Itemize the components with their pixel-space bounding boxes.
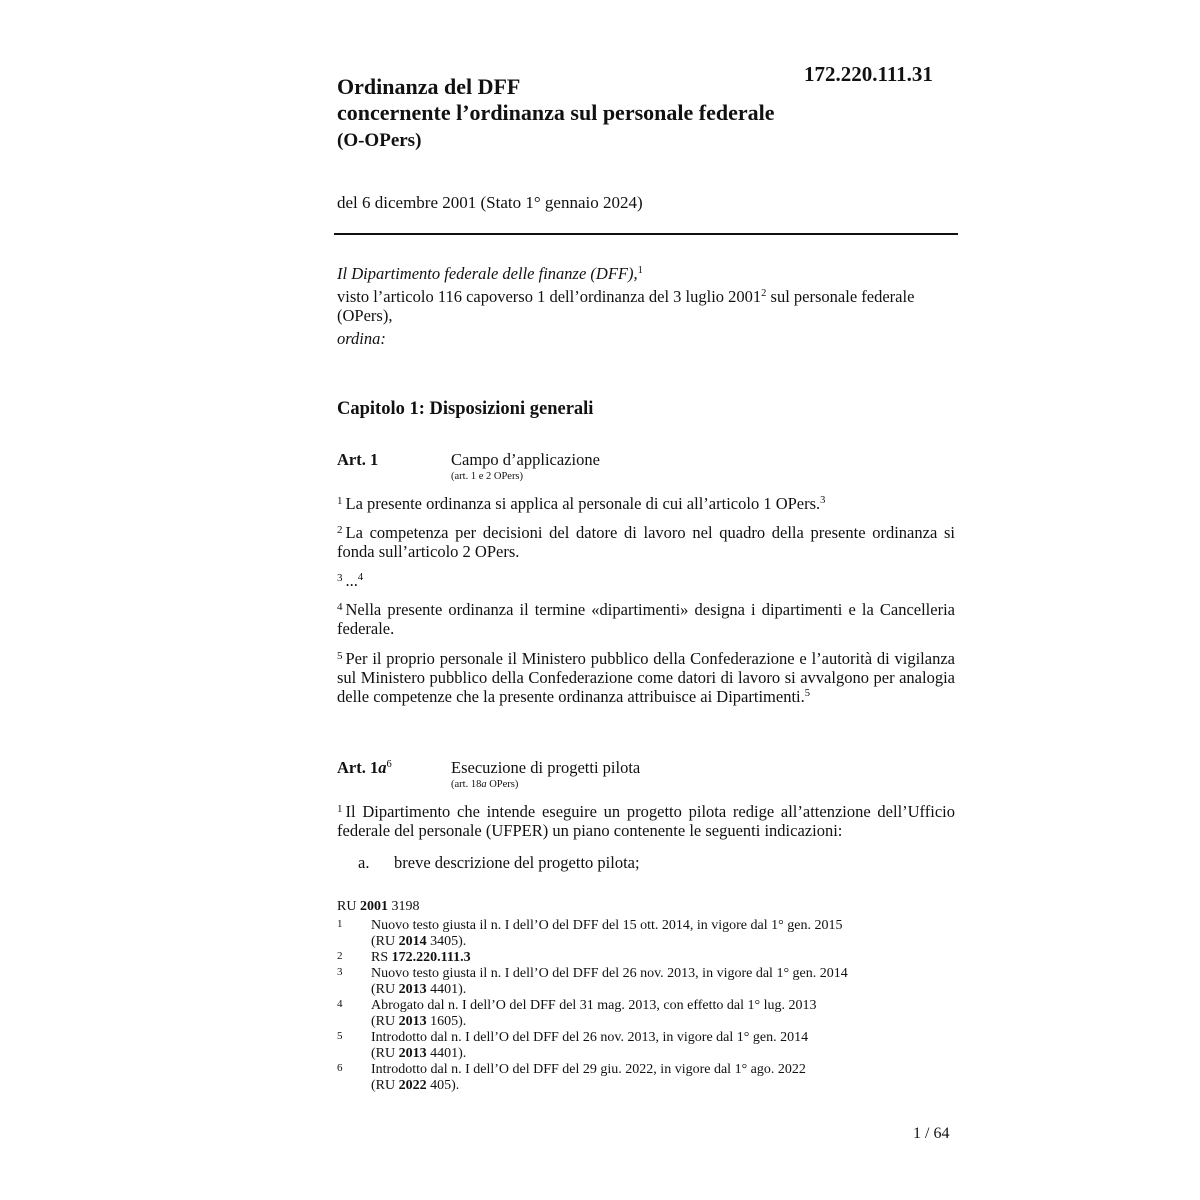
paragraph: $^3$ ...$^4$ — [337, 571, 364, 590]
footnote: 5 Introdotto dal n. I dell’O del DFF del 26 nov. 2013, in vigore dal 1° gen. 2014 (RU 2013 4401). — [337, 1030, 809, 1061]
document-date: del 6 dicembre 2001 (Stato 1° gennaio 2024) — [337, 193, 643, 212]
footnote: 1 Nuovo testo giusta il n. I dell’O del DFF del 15 ott. 2014, in vigore dal 1° gen. 2015 (RU 2014 3405). — [337, 918, 843, 949]
footnote-ref[interactable]: 1 — [637, 265, 643, 276]
footnotes — [337, 918, 957, 1094]
page-number: 1 / 64 — [913, 1125, 950, 1142]
preamble-decree: ordina: — [337, 329, 386, 348]
footnote-ref[interactable]: 3 — [820, 495, 826, 506]
footnote-ref[interactable]: 4 — [357, 572, 364, 583]
title-line-2: concernente l’ordinanza sul personale federale — [337, 100, 775, 125]
paragraph: $^5$ Per il proprio personale il Ministero pubblico della Confederazione e l’autorità di vigilanza sul Ministero pubblico della Confederazione come datori di lavoro si avvalgono per analogia delle competenze che la presente ordinanza attribuisce ai Dipartimenti.$^5$ — [337, 649, 955, 706]
footnote: 6 Introdotto dal n. I dell’O del DFF del 29 giu. 2022, in vigore dal 1° ago. 2022 (RU 2022 405). — [337, 1062, 806, 1093]
footnote-ref[interactable]: 2 — [761, 288, 767, 299]
article-reference: (art. 18a OPers) — [451, 779, 519, 790]
footnote: 2 RS 172.220.111.3 — [337, 950, 471, 965]
preamble-authority: Il Dipartimento federale delle finanze (DFF),$^1$ — [337, 264, 643, 283]
document-title — [337, 74, 775, 126]
paragraph: $^4$ Nella presente ordinanza il termine «dipartimenti» designa i dipartimenti e la Cancelleria federale. — [337, 600, 955, 638]
header-divider — [334, 233, 958, 235]
sr-number: 172.220.111.31 — [804, 62, 933, 86]
article-number: Art. $1a^6$ — [337, 758, 392, 777]
preamble-basis: visto l’articolo 116 capoverso 1 dell’ordinanza del 3 luglio 2001$^2$ sul personale federale (OPers), — [337, 287, 915, 325]
title-line-1: Ordinanza del DFF — [337, 74, 521, 99]
footnote: 3 Nuovo testo giusta il n. I dell’O del DFF del 26 nov. 2013, in vigore dal 1° gen. 2014 (RU 2013 4401). — [337, 966, 848, 997]
list-item: a. breve descrizione del progetto pilota; — [358, 853, 640, 872]
paragraph: $^1$ Il Dipartimento che intende eseguire un progetto pilota redige all’attenzione dell’Ufficio federale del personale (UFPER) un piano contenente le seguenti indicazioni: — [337, 802, 955, 840]
article-title: Campo d’applicazione — [451, 450, 600, 469]
preamble — [337, 264, 957, 352]
document-abbreviation: (O-OPers) — [337, 130, 422, 151]
footnote: 4 Abrogato dal n. I dell’O del DFF del 31 mag. 2013, con effetto dal 1° lug. 2013 (RU 2013 1605). — [337, 998, 817, 1029]
ru-reference: RU 2001 3198 — [337, 899, 420, 914]
article-number: Art. 1 — [337, 450, 379, 469]
article-reference: (art. 1 e 2 OPers) — [451, 471, 524, 482]
paragraph: $^1$ La presente ordinanza si applica al personale di cui all’articolo 1 OPers.$^3$ — [337, 494, 826, 513]
footnote-ref[interactable]: 5 — [804, 688, 810, 699]
paragraph: $^2$ La competenza per decisioni del datore di lavoro nel quadro della presente ordinanza si fonda sull’articolo 2 OPers. — [337, 523, 955, 561]
chapter-heading: Capitolo 1: Disposizioni generali — [337, 399, 594, 419]
article-title: Esecuzione di progetti pilota — [451, 758, 641, 777]
footnote-ref[interactable]: 6 — [386, 759, 392, 770]
